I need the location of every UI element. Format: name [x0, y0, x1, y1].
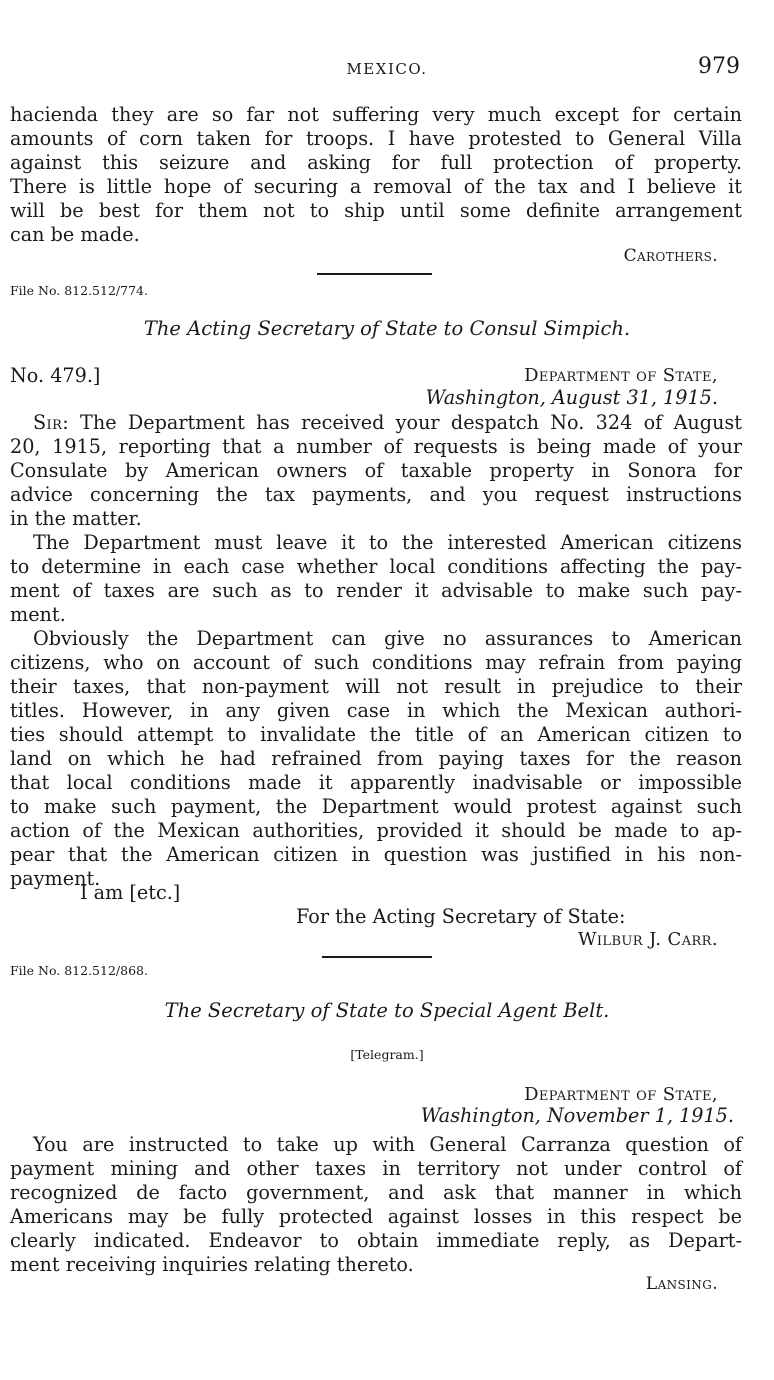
signature-carr: Wilbur J. Carr.	[577, 929, 718, 950]
department-heading: Department of State,	[524, 1084, 718, 1105]
text-line: payment.	[10, 867, 101, 890]
text-line: land on which he had refrained from paying taxes for the reason	[10, 747, 742, 770]
place-date: Washington, November 1, 1915.	[420, 1104, 734, 1127]
text-line: Americans may be fully protected against losses in this respect be	[10, 1205, 742, 1228]
text-line: in the matter.	[10, 507, 142, 530]
text-line: ties should attempt to invalidate the title of an American citizen to	[10, 723, 742, 746]
text-line: 20, 1915, reporting that a number of requests is being made of your	[10, 435, 742, 458]
text-line: can be made.	[10, 223, 140, 246]
text-line: action of the Mexican authorities, provided it should be made to ap-	[10, 819, 742, 842]
telegram-label: [Telegram.]	[350, 1047, 424, 1062]
section-divider	[322, 956, 432, 958]
file-number: File No. 812.512/774.	[10, 283, 148, 298]
section-divider	[317, 273, 432, 275]
page-number: 979	[698, 54, 740, 79]
department-heading: Department of State,	[524, 365, 718, 386]
text-line: The Department must leave it to the interested American citizens	[33, 531, 742, 554]
text-line: pear that the American citizen in question was justified in his non-	[10, 843, 742, 866]
text-line: Obviously the Department can give no assurances to American	[33, 627, 742, 650]
text-line: hacienda they are so far not suffering very much except for certain	[10, 103, 742, 126]
despatch-number: No. 479.]	[10, 364, 101, 387]
signature-lansing: Lansing.	[645, 1274, 718, 1294]
text-line: ment.	[10, 603, 66, 626]
salutation: Sir	[33, 411, 63, 434]
text-line: ment of taxes are such as to render it advisable to make such pay-	[10, 579, 742, 602]
text-line: amounts of corn taken for troops. I have protested to General Villa	[10, 127, 742, 150]
signature-carothers: Carothers.	[623, 246, 718, 266]
closing: I am [etc.]	[80, 881, 181, 904]
file-number: File No. 812.512/868.	[10, 963, 148, 978]
text-line: titles. However, in any given case in which the Mexican authori-	[10, 699, 742, 722]
text-line: payment mining and other taxes in territory not under control of	[10, 1157, 742, 1180]
document-title: The Secretary of State to Special Agent Belt.	[164, 999, 610, 1022]
text-line: advice concerning the tax payments, and you request instructions	[10, 483, 742, 506]
text-line: citizens, who on account of such conditions may refrain from paying	[10, 651, 742, 674]
text-line: that local conditions made it apparently inadvisable or impossible	[10, 771, 742, 794]
text-line: ment receiving inquiries relating thereto.	[10, 1253, 414, 1276]
text-line: to determine in each case whether local conditions affecting the pay-	[10, 555, 742, 578]
for-line: For the Acting Secretary of State:	[296, 905, 626, 928]
text-line: Consulate by American owners of taxable property in Sonora for	[10, 459, 742, 482]
text-line: Sir: The Department has received your despatch No. 324 of August	[33, 411, 742, 434]
text-line: their taxes, that non-payment will not result in prejudice to their	[10, 675, 742, 698]
text-line: will be best for them not to ship until some definite arrangement	[10, 199, 742, 222]
place-date: Washington, August 31, 1915.	[425, 386, 718, 409]
text-line: to make such payment, the Department would protest against such	[10, 795, 742, 818]
text-line: There is little hope of securing a removal of the tax and I believe it	[10, 175, 742, 198]
text-line: recognized de facto government, and ask that manner in which	[10, 1181, 742, 1204]
text-line: clearly indicated. Endeavor to obtain immediate reply, as Depart-	[10, 1229, 742, 1252]
running-title: MEXICO.	[346, 60, 428, 78]
document-title: The Acting Secretary of State to Consul Simpich.	[143, 317, 631, 340]
text-line: You are instructed to take up with General Carranza question of	[33, 1133, 742, 1156]
text-line: against this seizure and asking for full protection of property.	[10, 151, 742, 174]
